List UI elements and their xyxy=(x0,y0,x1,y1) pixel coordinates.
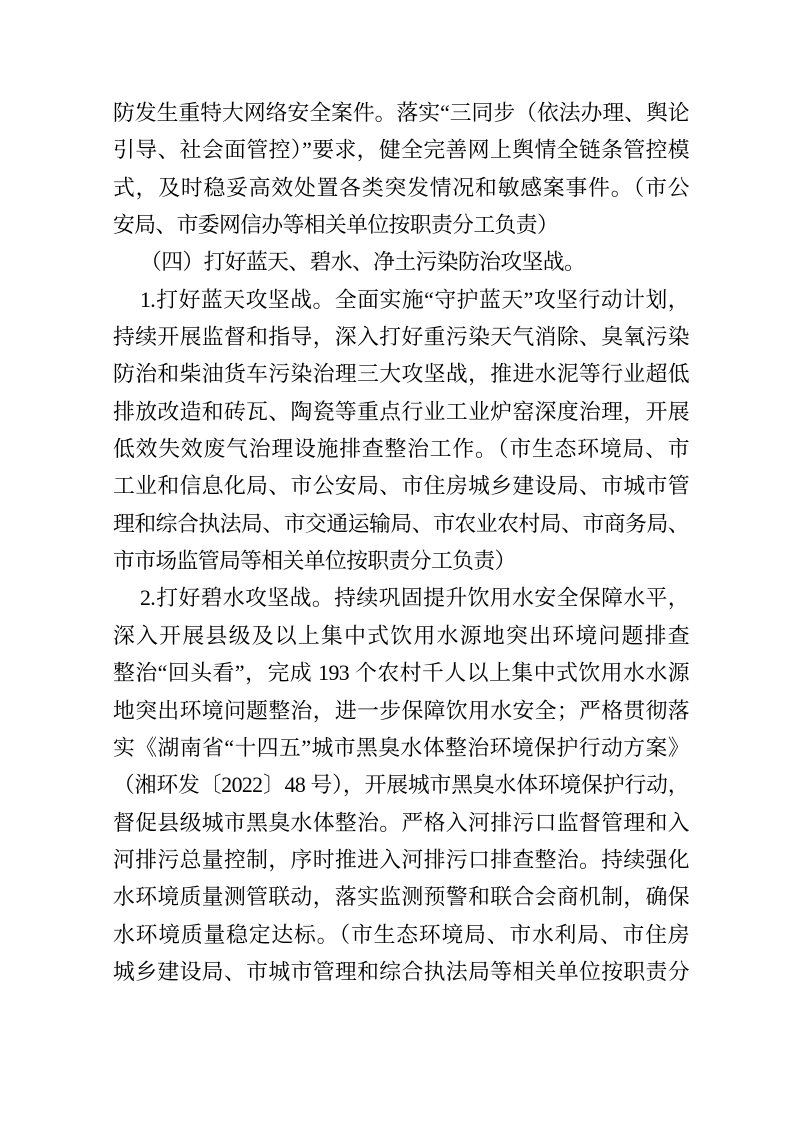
text-line: 市市场监管局等相关单位按职责分工负责） xyxy=(113,549,516,574)
text-line: 深入开展县级及以上集中式饮用水源地突出环境问题排查 xyxy=(113,623,689,648)
text-line: 水环境质量测管联动，落实监测预警和联合会商机制，确保 xyxy=(113,885,689,910)
text-line: 低效失效废气治理设施排查整治工作。（市生态环境局、市 xyxy=(113,437,689,462)
text-line: 安局、市委网信办等相关单位按职责分工负责） xyxy=(113,213,559,238)
paragraph-clear-water-battle xyxy=(113,580,689,991)
text-line: 持续开展监督和指导，深入打好重污染天气消除、臭氧污染 xyxy=(113,325,689,350)
text-line: 工业和信息化局、市公安局、市住房城乡建设局、市城市管 xyxy=(113,474,689,499)
text-line: 式，及时稳妥高效处置各类突发情况和敏感案事件。（市公 xyxy=(113,175,689,200)
text-line: 理和综合执法局、市交通运输局、市农业农村局、市商务局、 xyxy=(113,511,689,536)
text-line: 引导、社会面管控）”要求，健全完善网上舆情全链条管控模 xyxy=(113,138,689,163)
text-line: 防治和柴油货车污染治理三大攻坚战，推进水泥等行业超低 xyxy=(113,362,689,387)
text-line: （湘环发〔2022〕48 号），开展城市黑臭水体环境保护行动， xyxy=(113,773,689,798)
paragraph-blue-sky-battle xyxy=(113,282,689,581)
text-line: 排放改造和砖瓦、陶瓷等重点行业工业炉窑深度治理，开展 xyxy=(113,399,689,424)
text-block xyxy=(113,95,689,991)
text-line: 1.打好蓝天攻坚战。全面实施“守护蓝天”攻坚行动计划， xyxy=(140,287,689,312)
text-line: 地突出环境问题整治，进一步保障饮用水安全；严格贯彻落 xyxy=(113,698,689,723)
text-line: 实《湖南省“十四五”城市黑臭水体整治环境保护行动方案》 xyxy=(113,735,689,760)
text-line: 水环境质量稳定达标。（市生态环境局、市水利局、市住房 xyxy=(113,922,689,947)
text-line: 城乡建设局、市城市管理和综合执法局等相关单位按职责分 xyxy=(113,959,689,984)
heading-section-four xyxy=(113,244,689,281)
text-line: 防发生重特大网络安全案件。落实“三同步（依法办理、舆论 xyxy=(113,101,689,125)
text-line: 2.打好碧水攻坚战。持续巩固提升饮用水安全保障水平， xyxy=(140,586,689,611)
paragraph-network-security-continuation xyxy=(113,95,689,244)
text-line: （四）打好蓝天、碧水、净土污染防治攻坚战。 xyxy=(140,250,586,275)
text-line: 河排污总量控制，序时推进入河排污口排查整治。持续强化 xyxy=(113,847,689,872)
text-line: 整治“回头看”，完成 193 个农村千人以上集中式饮用水水源 xyxy=(113,661,689,686)
text-line: 督促县级城市黑臭水体整治。严格入河排污口监督管理和入 xyxy=(113,810,689,835)
